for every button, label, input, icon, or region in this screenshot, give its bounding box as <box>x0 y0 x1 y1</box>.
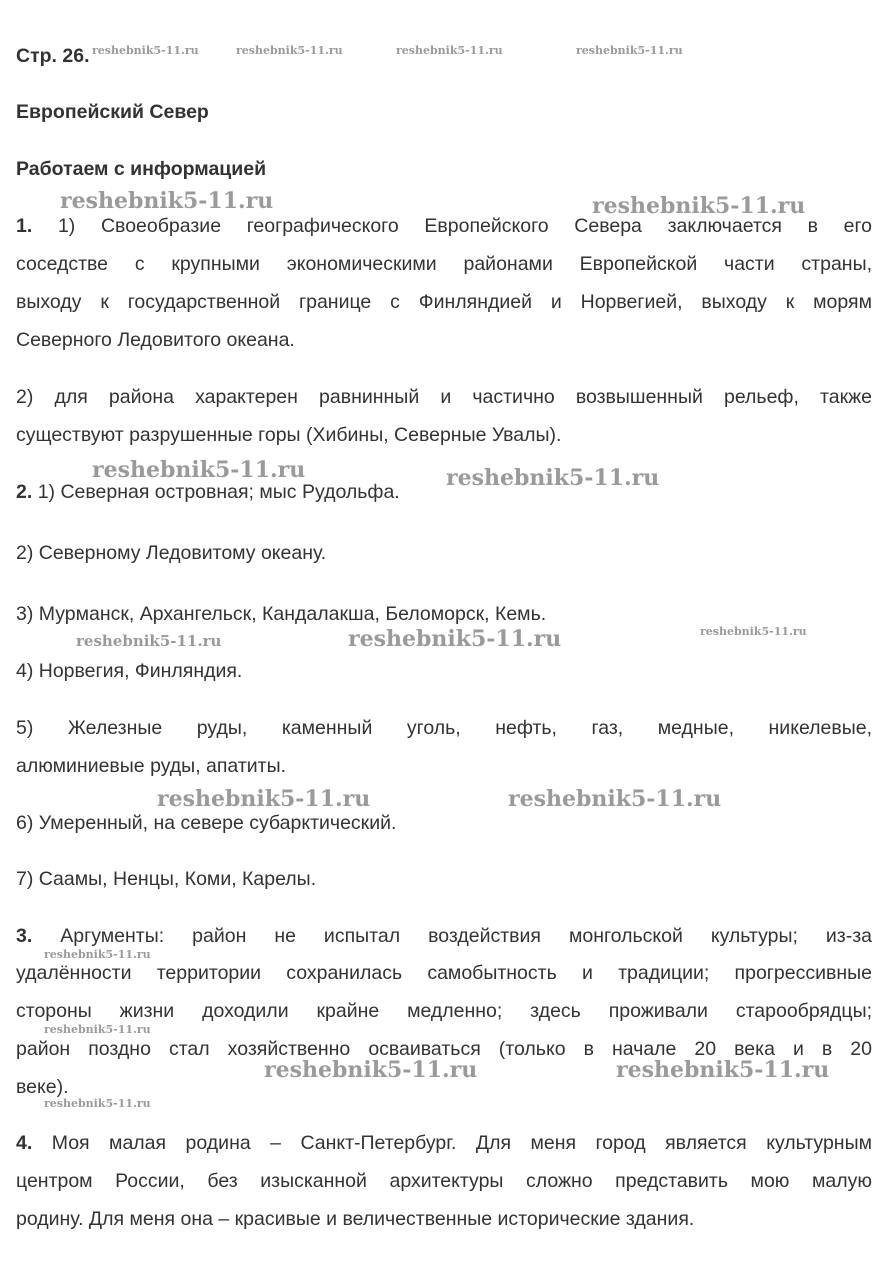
task3-number: 3. <box>16 925 33 947</box>
task4-line-2: центром России, без изысканной архитектуры сложно представить мою малую <box>16 1170 872 1192</box>
watermark: reshebnik5-11.ru <box>616 1057 830 1083</box>
watermark: reshebnik5-11.ru <box>576 44 683 57</box>
task4-line-1-text: Моя малая родина – Санкт-Петербург. Для меня город является культурным <box>51 1132 873 1154</box>
task2-answer-7: 7) Саамы, Ненцы, Коми, Карелы. <box>16 868 317 890</box>
watermark: reshebnik5-11.ru <box>348 626 562 652</box>
task4-number: 4. <box>16 1132 33 1154</box>
watermark: reshebnik5-11.ru <box>236 44 343 57</box>
task2-answer-5-line-1: 5) Железные руды, каменный уголь, нефть, газ, медные, никелевые, <box>16 717 872 739</box>
task1-p2-line-2: существуют разрушенные горы (Хибины, Северные Увалы). <box>16 424 562 446</box>
watermark: reshebnik5-11.ru <box>700 625 807 638</box>
page-header: Стр. 26. <box>16 45 90 67</box>
watermark: reshebnik5-11.ru <box>60 188 274 214</box>
task2-answer-1-text: 1) Северная островная; мыс Рудольфа. <box>37 481 400 503</box>
task1-line-4: Северного Ледовитого океана. <box>16 329 295 351</box>
watermark: reshebnik5-11.ru <box>592 193 806 219</box>
watermark: reshebnik5-11.ru <box>446 465 660 491</box>
task2-answer-1 <box>16 480 400 504</box>
task3-line-4: район поздно стал хозяйственно осваиваться (только в начале 20 века и в 20 <box>16 1038 872 1060</box>
task2-number: 2. <box>16 481 33 503</box>
task4-line-1 <box>16 1131 872 1155</box>
watermark: reshebnik5-11.ru <box>92 457 306 483</box>
task3-line-5: веке). <box>16 1076 69 1098</box>
task2-answer-5-line-2: алюминиевые руды, апатиты. <box>16 755 287 777</box>
task3-line-1 <box>16 924 872 948</box>
watermark: reshebnik5-11.ru <box>92 44 199 57</box>
task1-line-3: выходу к государственной границе с Финляндией и Норвегией, выходу к морям <box>16 291 872 313</box>
watermark: reshebnik5-11.ru <box>396 44 503 57</box>
watermark: reshebnik5-11.ru <box>508 786 722 812</box>
task2-answer-4: 4) Норвегия, Финляндия. <box>16 660 243 682</box>
watermark: reshebnik5-11.ru <box>76 632 222 650</box>
task2-answer-3: 3) Мурманск, Архангельск, Кандалакша, Беломорск, Кемь. <box>16 603 547 625</box>
task1-p2-line-1: 2) для района характерен равнинный и частично возвышенный рельеф, также <box>16 386 872 408</box>
task4-line-3: родину. Для меня она – красивые и величественные исторические здания. <box>16 1208 695 1230</box>
watermark: reshebnik5-11.ru <box>157 786 371 812</box>
task1-line-2: соседстве с крупными экономическими районами Европейской части страны, <box>16 253 872 275</box>
section-title: Европейский Север <box>16 101 209 123</box>
subsection-title: Работаем с информацией <box>16 158 267 180</box>
watermark: reshebnik5-11.ru <box>264 1057 478 1083</box>
task1-p1-line: 1) Своеобразие географического Европейского Севера заключается в его <box>57 215 872 237</box>
task3-line-1-text: Аргументы: район не испытал воздействия монгольской культуры; из-за <box>60 925 872 947</box>
watermark: reshebnik5-11.ru <box>44 948 151 961</box>
task1-number: 1. <box>16 215 33 237</box>
watermark: reshebnik5-11.ru <box>44 1023 151 1036</box>
task3-line-3: стороны жизни доходили крайне медленно; здесь проживали старообрядцы; <box>16 1000 872 1022</box>
task2-answer-2: 2) Северному Ледовитому океану. <box>16 542 327 564</box>
task3-line-2: удалённости территории сохранилась самобытность и традиции; прогрессивные <box>16 962 872 984</box>
watermark: reshebnik5-11.ru <box>44 1097 151 1110</box>
task2-answer-6: 6) Умеренный, на севере субарктический. <box>16 812 397 834</box>
